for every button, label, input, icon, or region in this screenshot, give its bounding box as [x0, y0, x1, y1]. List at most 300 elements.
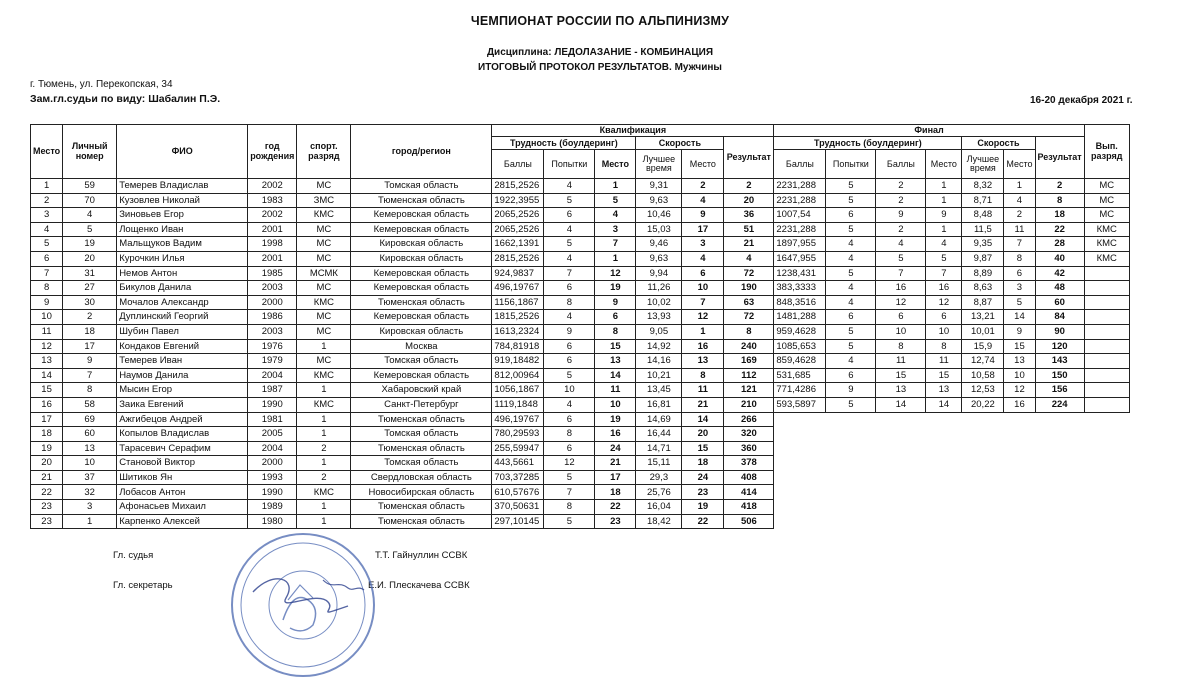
- cell-place: 21: [31, 470, 63, 485]
- cell-q-time: 10,46: [636, 208, 682, 223]
- f-score-header: Баллы: [876, 150, 926, 179]
- cell-q-attempts: 8: [544, 500, 595, 515]
- table-row: [31, 339, 1130, 354]
- cell-f-speed-place: 2: [1004, 208, 1035, 223]
- cell-region: Тюменская область: [351, 500, 492, 515]
- deputy-judge-line: Зам.гл.судьи по виду: Шабалин П.Э.: [30, 93, 221, 105]
- cell-name: Темерев Иван: [117, 354, 248, 369]
- cell-final-rank: КМС: [1084, 237, 1129, 252]
- q-speed-header: Скорость: [636, 137, 724, 150]
- cell-f-score: [876, 485, 926, 500]
- cell-f-speed-place: 8: [1004, 251, 1035, 266]
- cell-final-rank: [1084, 281, 1129, 296]
- cell-number: 20: [63, 251, 117, 266]
- cell-rank: 1: [297, 514, 351, 529]
- cell-name: Дуплинский Георгий: [117, 310, 248, 325]
- cell-rank: 2: [297, 441, 351, 456]
- table-row: [31, 500, 1130, 515]
- cell-q-result: 72: [724, 310, 774, 325]
- cell-f-score: [876, 470, 926, 485]
- col-year: год рождения: [248, 125, 297, 179]
- cell-q-result: 63: [724, 295, 774, 310]
- cell-final-rank: [1084, 354, 1129, 369]
- cell-name: Мальщуков Вадим: [117, 237, 248, 252]
- cell-f-time: 8,48: [962, 208, 1004, 223]
- cell-f-attempts: 4: [826, 237, 876, 252]
- cell-q-result: 240: [724, 339, 774, 354]
- cell-f-points: [774, 485, 826, 500]
- cell-name: Немов Антон: [117, 266, 248, 281]
- cell-q-difficulty-place: 21: [595, 456, 636, 471]
- cell-place: 12: [31, 339, 63, 354]
- table-row: [31, 514, 1130, 529]
- cell-f-time: [962, 412, 1004, 427]
- cell-f-time: 11,5: [962, 222, 1004, 237]
- cell-q-speed-place: 20: [682, 427, 724, 442]
- cell-f-difficulty-place: [926, 470, 962, 485]
- cell-f-difficulty-place: [926, 485, 962, 500]
- cell-q-result: 418: [724, 500, 774, 515]
- cell-q-time: 16,81: [636, 397, 682, 412]
- cell-f-difficulty-place: [926, 441, 962, 456]
- cell-q-points: 703,37285: [492, 470, 544, 485]
- cell-q-result: 121: [724, 383, 774, 398]
- cell-final-rank: [1084, 397, 1129, 412]
- cell-q-points: 1613,2324: [492, 324, 544, 339]
- cell-f-score: 2: [876, 193, 926, 208]
- cell-year: 2002: [248, 208, 297, 223]
- cell-name: Мысин Егор: [117, 383, 248, 398]
- cell-f-attempts: 4: [826, 295, 876, 310]
- cell-f-points: 2231,288: [774, 222, 826, 237]
- cell-q-time: 9,94: [636, 266, 682, 281]
- cell-number: 10: [63, 456, 117, 471]
- cell-q-time: 15,11: [636, 456, 682, 471]
- results-body: [31, 179, 1130, 529]
- cell-q-attempts: 5: [544, 470, 595, 485]
- q-result-header: Результат: [724, 137, 774, 179]
- cell-rank: МС: [297, 222, 351, 237]
- cell-region: Тюменская область: [351, 441, 492, 456]
- cell-name: Заика Евгений: [117, 397, 248, 412]
- secretary-name: Е.И. Плескачева ССВК: [368, 580, 470, 591]
- document-title: ЧЕМПИОНАТ РОССИИ ПО АЛЬПИНИЗМУ: [470, 14, 730, 28]
- cell-rank: КМС: [297, 485, 351, 500]
- cell-name: Афонасьев Михаил: [117, 500, 248, 515]
- cell-f-score: 16: [876, 281, 926, 296]
- cell-final-rank: [1084, 456, 1129, 471]
- cell-f-time: 20,22: [962, 397, 1004, 412]
- cell-year: 2001: [248, 222, 297, 237]
- cell-place: 17: [31, 412, 63, 427]
- cell-f-result: 18: [1035, 208, 1084, 223]
- f-difficulty-header: Трудность (боулдеринг): [774, 137, 962, 150]
- cell-final-rank: [1084, 310, 1129, 325]
- cell-place: 18: [31, 427, 63, 442]
- cell-f-points: 1481,288: [774, 310, 826, 325]
- cell-f-points: [774, 500, 826, 515]
- q-difficulty-header: Трудность (боулдеринг): [492, 137, 636, 150]
- cell-place: 7: [31, 266, 63, 281]
- cell-f-points: [774, 470, 826, 485]
- cell-q-points: 919,18482: [492, 354, 544, 369]
- cell-f-difficulty-place: [926, 500, 962, 515]
- cell-f-points: [774, 427, 826, 442]
- cell-year: 1989: [248, 500, 297, 515]
- cell-number: 17: [63, 339, 117, 354]
- cell-q-time: 13,45: [636, 383, 682, 398]
- cell-q-time: 25,76: [636, 485, 682, 500]
- cell-f-difficulty-place: 13: [926, 383, 962, 398]
- col-rank: спорт. разряд: [297, 125, 351, 179]
- cell-f-time: 15,9: [962, 339, 1004, 354]
- cell-region: Кемеровская область: [351, 310, 492, 325]
- cell-f-speed-place: [1004, 470, 1035, 485]
- cell-f-attempts: [826, 441, 876, 456]
- cell-final-rank: [1084, 266, 1129, 281]
- cell-name: Кузовлев Николай: [117, 193, 248, 208]
- cell-f-points: 1238,431: [774, 266, 826, 281]
- cell-q-difficulty-place: 19: [595, 281, 636, 296]
- cell-f-points: 383,3333: [774, 281, 826, 296]
- cell-f-speed-place: 3: [1004, 281, 1035, 296]
- cell-f-score: 13: [876, 383, 926, 398]
- cell-rank: МС: [297, 354, 351, 369]
- cell-f-result: [1035, 500, 1084, 515]
- cell-final-rank: [1084, 324, 1129, 339]
- cell-f-speed-place: 7: [1004, 237, 1035, 252]
- cell-q-result: 378: [724, 456, 774, 471]
- cell-rank: КМС: [297, 295, 351, 310]
- cell-name: Кондаков Евгений: [117, 339, 248, 354]
- cell-rank: 1: [297, 383, 351, 398]
- chief-judge-name: Т.Т. Гайнуллин ССВК: [375, 550, 468, 561]
- cell-f-result: 48: [1035, 281, 1084, 296]
- cell-final-rank: [1084, 383, 1129, 398]
- cell-year: 2004: [248, 441, 297, 456]
- cell-q-result: 210: [724, 397, 774, 412]
- cell-f-points: 859,4628: [774, 354, 826, 369]
- cell-name: Курочкин Илья: [117, 251, 248, 266]
- cell-f-attempts: 9: [826, 383, 876, 398]
- group-qualification: Квалификация: [492, 125, 774, 137]
- cell-f-speed-place: 13: [1004, 354, 1035, 369]
- cell-f-attempts: 5: [826, 266, 876, 281]
- cell-region: Тюменская область: [351, 193, 492, 208]
- cell-f-time: [962, 427, 1004, 442]
- table-row: [31, 193, 1130, 208]
- cell-f-difficulty-place: 6: [926, 310, 962, 325]
- cell-q-attempts: 6: [544, 441, 595, 456]
- f-splace-header: Место: [1004, 150, 1035, 179]
- cell-f-attempts: [826, 412, 876, 427]
- cell-year: 1985: [248, 266, 297, 281]
- cell-q-attempts: 8: [544, 427, 595, 442]
- cell-year: 1980: [248, 514, 297, 529]
- cell-f-time: 13,21: [962, 310, 1004, 325]
- cell-place: 16: [31, 397, 63, 412]
- cell-f-points: 1085,653: [774, 339, 826, 354]
- cell-f-difficulty-place: 15: [926, 368, 962, 383]
- cell-q-time: 15,03: [636, 222, 682, 237]
- cell-number: 30: [63, 295, 117, 310]
- f-dplace-header: Место: [926, 150, 962, 179]
- cell-q-result: 360: [724, 441, 774, 456]
- cell-number: 70: [63, 193, 117, 208]
- cell-f-result: [1035, 412, 1084, 427]
- cell-q-speed-place: 7: [682, 295, 724, 310]
- cell-q-attempts: 4: [544, 251, 595, 266]
- cell-q-result: 190: [724, 281, 774, 296]
- cell-f-attempts: [826, 514, 876, 529]
- cell-f-time: [962, 441, 1004, 456]
- cell-f-points: 1647,955: [774, 251, 826, 266]
- cell-f-time: [962, 514, 1004, 529]
- cell-place: 13: [31, 354, 63, 369]
- cell-rank: КМС: [297, 368, 351, 383]
- cell-q-speed-place: 1: [682, 324, 724, 339]
- cell-f-result: [1035, 441, 1084, 456]
- cell-q-difficulty-place: 16: [595, 427, 636, 442]
- secretary-label: Гл. секретарь: [113, 580, 173, 591]
- cell-f-score: 5: [876, 251, 926, 266]
- cell-f-attempts: 4: [826, 354, 876, 369]
- table-row: [31, 237, 1130, 252]
- cell-final-rank: КМС: [1084, 251, 1129, 266]
- cell-number: 2: [63, 310, 117, 325]
- cell-rank: 1: [297, 339, 351, 354]
- cell-name: Лобасов Антон: [117, 485, 248, 500]
- cell-q-speed-place: 9: [682, 208, 724, 223]
- cell-q-points: 2065,2526: [492, 208, 544, 223]
- cell-f-difficulty-place: [926, 514, 962, 529]
- cell-q-result: 408: [724, 470, 774, 485]
- cell-region: Кемеровская область: [351, 222, 492, 237]
- address-line: г. Тюмень, ул. Перекопская, 34: [30, 79, 173, 90]
- cell-year: 2003: [248, 324, 297, 339]
- cell-f-points: 531,685: [774, 368, 826, 383]
- cell-place: 9: [31, 295, 63, 310]
- cell-year: 1979: [248, 354, 297, 369]
- cell-q-time: 14,69: [636, 412, 682, 427]
- cell-f-time: [962, 470, 1004, 485]
- cell-q-time: 9,05: [636, 324, 682, 339]
- cell-f-speed-place: [1004, 441, 1035, 456]
- cell-f-time: [962, 485, 1004, 500]
- cell-q-difficulty-place: 1: [595, 251, 636, 266]
- cell-f-result: 28: [1035, 237, 1084, 252]
- table-row: [31, 179, 1130, 194]
- cell-region: Кемеровская область: [351, 281, 492, 296]
- cell-rank: МС: [297, 251, 351, 266]
- cell-f-result: 120: [1035, 339, 1084, 354]
- q-splace-header: Место: [682, 150, 724, 179]
- table-row: [31, 456, 1130, 471]
- cell-rank: МС: [297, 310, 351, 325]
- cell-q-attempts: 6: [544, 412, 595, 427]
- cell-region: Хабаровский край: [351, 383, 492, 398]
- cell-f-result: 150: [1035, 368, 1084, 383]
- table-row: [31, 441, 1130, 456]
- cell-q-speed-place: 16: [682, 339, 724, 354]
- cell-f-score: [876, 427, 926, 442]
- cell-f-result: 143: [1035, 354, 1084, 369]
- cell-q-speed-place: 23: [682, 485, 724, 500]
- cell-q-result: 320: [724, 427, 774, 442]
- cell-region: Кемеровская область: [351, 368, 492, 383]
- cell-q-points: 297,10145: [492, 514, 544, 529]
- cell-q-attempts: 6: [544, 339, 595, 354]
- cell-f-result: 60: [1035, 295, 1084, 310]
- cell-f-speed-place: 15: [1004, 339, 1035, 354]
- cell-f-score: [876, 456, 926, 471]
- cell-place: 14: [31, 368, 63, 383]
- f-attempts-header: Попытки: [826, 150, 876, 179]
- cell-q-time: 10,02: [636, 295, 682, 310]
- cell-f-result: 40: [1035, 251, 1084, 266]
- cell-q-result: 21: [724, 237, 774, 252]
- cell-f-time: 10,01: [962, 324, 1004, 339]
- cell-place: 5: [31, 237, 63, 252]
- cell-q-attempts: 6: [544, 208, 595, 223]
- cell-year: 1998: [248, 237, 297, 252]
- cell-f-speed-place: 9: [1004, 324, 1035, 339]
- cell-f-time: 9,87: [962, 251, 1004, 266]
- cell-place: 4: [31, 222, 63, 237]
- cell-q-result: 2: [724, 179, 774, 194]
- cell-f-speed-place: 11: [1004, 222, 1035, 237]
- cell-q-points: 1922,3955: [492, 193, 544, 208]
- cell-q-difficulty-place: 3: [595, 222, 636, 237]
- cell-rank: МС: [297, 324, 351, 339]
- cell-year: 1990: [248, 397, 297, 412]
- cell-f-speed-place: 12: [1004, 383, 1035, 398]
- cell-f-points: 2231,288: [774, 179, 826, 194]
- cell-q-result: 506: [724, 514, 774, 529]
- cell-f-time: 8,32: [962, 179, 1004, 194]
- cell-f-attempts: 6: [826, 310, 876, 325]
- cell-number: 19: [63, 237, 117, 252]
- cell-year: 1981: [248, 412, 297, 427]
- cell-f-speed-place: 4: [1004, 193, 1035, 208]
- cell-q-speed-place: 14: [682, 412, 724, 427]
- cell-year: 1993: [248, 470, 297, 485]
- cell-q-speed-place: 13: [682, 354, 724, 369]
- cell-q-speed-place: 22: [682, 514, 724, 529]
- cell-q-result: 4: [724, 251, 774, 266]
- cell-q-time: 14,92: [636, 339, 682, 354]
- cell-f-difficulty-place: 5: [926, 251, 962, 266]
- q-points-header: Баллы: [492, 150, 544, 179]
- cell-name: Становой Виктор: [117, 456, 248, 471]
- cell-name: Тарасевич Серафим: [117, 441, 248, 456]
- results-table: [30, 124, 1130, 529]
- cell-f-score: 12: [876, 295, 926, 310]
- cell-f-attempts: [826, 456, 876, 471]
- cell-f-attempts: [826, 500, 876, 515]
- cell-f-speed-place: 14: [1004, 310, 1035, 325]
- cell-final-rank: КМС: [1084, 222, 1129, 237]
- cell-f-speed-place: 16: [1004, 397, 1035, 412]
- cell-f-score: 15: [876, 368, 926, 383]
- cell-f-attempts: 5: [826, 339, 876, 354]
- cell-q-speed-place: 8: [682, 368, 724, 383]
- cell-number: 37: [63, 470, 117, 485]
- cell-rank: 1: [297, 500, 351, 515]
- cell-f-points: 593,5897: [774, 397, 826, 412]
- chief-judge-label: Гл. судья: [113, 550, 154, 561]
- f-speed-header: Скорость: [962, 137, 1035, 150]
- cell-f-attempts: 5: [826, 193, 876, 208]
- table-row: [31, 251, 1130, 266]
- cell-f-difficulty-place: 16: [926, 281, 962, 296]
- cell-q-result: 8: [724, 324, 774, 339]
- cell-q-result: 414: [724, 485, 774, 500]
- cell-name: Темерев Владислав: [117, 179, 248, 194]
- cell-f-points: 1007,54: [774, 208, 826, 223]
- table-row: [31, 470, 1130, 485]
- cell-f-result: 84: [1035, 310, 1084, 325]
- cell-final-rank: [1084, 412, 1129, 427]
- table-row: [31, 383, 1130, 398]
- cell-f-difficulty-place: 1: [926, 179, 962, 194]
- cell-q-points: 780,29593: [492, 427, 544, 442]
- cell-f-time: [962, 456, 1004, 471]
- cell-f-result: 2: [1035, 179, 1084, 194]
- cell-f-result: [1035, 456, 1084, 471]
- cell-q-attempts: 12: [544, 456, 595, 471]
- cell-q-speed-place: 17: [682, 222, 724, 237]
- cell-f-points: [774, 441, 826, 456]
- cell-q-attempts: 4: [544, 397, 595, 412]
- cell-place: 22: [31, 485, 63, 500]
- cell-q-attempts: 6: [544, 281, 595, 296]
- cell-f-time: 8,89: [962, 266, 1004, 281]
- cell-place: 19: [31, 441, 63, 456]
- cell-q-attempts: 5: [544, 514, 595, 529]
- dates-line: 16-20 декабря 2021 г.: [1030, 95, 1133, 106]
- cell-final-rank: МС: [1084, 179, 1129, 194]
- cell-q-difficulty-place: 8: [595, 324, 636, 339]
- cell-f-difficulty-place: 7: [926, 266, 962, 281]
- table-row: [31, 368, 1130, 383]
- cell-final-rank: МС: [1084, 193, 1129, 208]
- cell-f-result: [1035, 514, 1084, 529]
- cell-f-points: 771,4286: [774, 383, 826, 398]
- cell-q-attempts: 5: [544, 193, 595, 208]
- cell-q-points: 370,50631: [492, 500, 544, 515]
- cell-region: Новосибирская область: [351, 485, 492, 500]
- col-number: Личный номер: [63, 125, 117, 179]
- cell-year: 2005: [248, 427, 297, 442]
- cell-q-difficulty-place: 1: [595, 179, 636, 194]
- cell-region: Санкт-Петербург: [351, 397, 492, 412]
- cell-place: 11: [31, 324, 63, 339]
- cell-number: 8: [63, 383, 117, 398]
- cell-f-speed-place: [1004, 485, 1035, 500]
- cell-number: 31: [63, 266, 117, 281]
- cell-f-result: 224: [1035, 397, 1084, 412]
- cell-q-attempts: 8: [544, 295, 595, 310]
- cell-q-points: 1119,1848: [492, 397, 544, 412]
- cell-f-time: 9,35: [962, 237, 1004, 252]
- signature-scribble-2: [323, 580, 364, 590]
- cell-f-attempts: 6: [826, 208, 876, 223]
- cell-q-points: 924,9837: [492, 266, 544, 281]
- cell-q-difficulty-place: 9: [595, 295, 636, 310]
- cell-q-result: 51: [724, 222, 774, 237]
- cell-q-attempts: 7: [544, 266, 595, 281]
